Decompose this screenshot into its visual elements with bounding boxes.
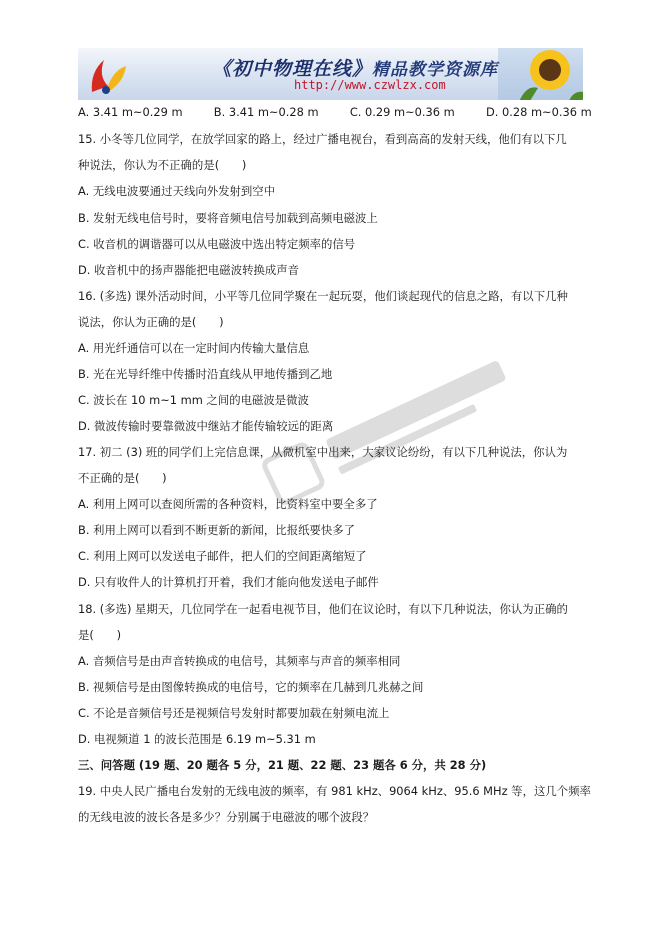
banner-subtitle: 精品教学资源库 <box>372 60 499 80</box>
q18-stem-line1: 18. (多选) 星期天，几位同学在一起看电视节目，他们在议论时，有以下几种说法，你认为正确的 <box>78 602 568 616</box>
q16-stem-line2: 说法，你认为正确的是( ) <box>78 315 224 329</box>
banner-title-main: 《初中物理在线》 <box>212 58 373 80</box>
option-d: D. 0.28 m~0.36 m <box>485 105 592 119</box>
q15-stem-line1: 15. 小冬等几位同学，在放学回家的路上，经过广播电视台，看到高高的发射天线，他们有以下几 <box>78 132 567 146</box>
q15-stem-line2: 种说法，你认为不正确的是( ) <box>78 158 247 172</box>
q19-line1: 19. 中央人民广播电台发射的无线电波的频率，有 981 kHz、9064 kHz、95.6 MHz 等，这几个频率 <box>78 784 591 798</box>
q18-option-b: B. 视频信号是由图像转换成的电信号，它的频率在几赫到几兆赫之间 <box>78 680 424 694</box>
q16-option-d: D. 微波传输时要靠微波中继站才能传输较远的距离 <box>78 419 334 433</box>
q17-option-a: A. 利用上网可以查阅所需的各种资料，比资料室中要全多了 <box>78 497 378 511</box>
q16-option-a: A. 用光纤通信可以在一定时间内传输大量信息 <box>78 341 310 355</box>
header-banner <box>78 48 583 100</box>
section3-heading: 三、问答题 (19 题、20 题各 5 分，21 题、22 题、23 题各 6 分，共 28 分) <box>78 758 487 772</box>
q15-option-b: B. 发射无线电信号时，要将音频电信号加载到高频电磁波上 <box>78 211 378 225</box>
q17-option-d: D. 只有收件人的计算机打开着，我们才能向他发送电子邮件 <box>78 575 379 589</box>
option-b: B. 3.41 m~0.28 m <box>213 105 319 119</box>
q16-stem-line1: 16. (多选) 课外活动时间，小平等几位同学聚在一起玩耍，他们谈起现代的信息之路，有以下几种 <box>78 289 568 303</box>
q19-line2: 的无线电波的波长各是多少？分别属于电磁波的哪个波段？ <box>78 810 375 824</box>
q16-option-c: C. 波长在 10 m~1 mm 之间的电磁波是微波 <box>78 393 309 407</box>
q15-option-a: A. 无线电波要通过天线向外发射到空中 <box>78 184 276 198</box>
q18-option-a: A. 音频信号是由声音转换成的电信号，其频率与声音的频率相同 <box>78 654 401 668</box>
q18-option-c: C. 不论是音频信号还是视频信号发射时都要加载在射频电流上 <box>78 706 390 720</box>
site-logo-icon <box>86 52 130 96</box>
q17-option-c: C. 利用上网可以发送电子邮件，把人们的空间距离缩短了 <box>78 549 367 563</box>
q18-option-d: D. 电视频道 1 的波长范围是 6.19 m~5.31 m <box>78 732 316 746</box>
q17-option-b: B. 利用上网可以看到不断更新的新闻，比报纸要快多了 <box>78 523 356 537</box>
sunflower-icon <box>498 48 583 100</box>
banner-title <box>212 54 498 81</box>
previous-options <box>78 104 592 120</box>
q15-option-d: D. 收音机中的扬声器能把电磁波转换成声音 <box>78 263 300 277</box>
q17-stem-line1: 17. 初二 (3) 班的同学们上完信息课，从微机室中出来，大家议论纷纷，有以下几种说法，你认为 <box>78 445 568 459</box>
q18-stem-line2: 是( ) <box>78 628 122 642</box>
option-c: C. 0.29 m~0.36 m <box>349 105 455 119</box>
q17-stem-line2: 不正确的是( ) <box>78 471 167 485</box>
q16-option-b: B. 光在光导纤维中传播时沿直线从甲地传播到乙地 <box>78 367 333 381</box>
banner-url[interactable]: http://www.czwlzx.com <box>294 78 446 92</box>
option-a: A. 3.41 m~0.29 m <box>78 105 183 119</box>
q15-option-c: C. 收音机的调谐器可以从电磁波中选出特定频率的信号 <box>78 237 356 251</box>
